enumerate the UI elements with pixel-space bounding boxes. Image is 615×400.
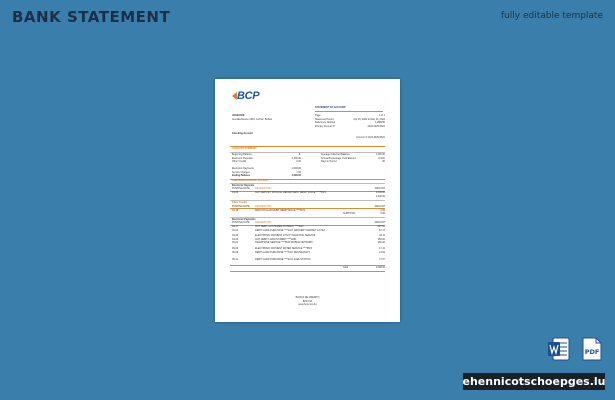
row-date: 04-23: [232, 228, 239, 232]
row-amount: 150.00: [377, 237, 385, 241]
row-amount: 1,300.00: [375, 191, 385, 194]
row-desc: ACH DEPOSIT PAYROLL DEPARTMENT REMITTANCE *****5072: [255, 191, 326, 194]
col-date: POSTING DATE: [232, 187, 250, 190]
row-desc: TELEPHONE SERVICE ****5519 MOBILE NETWORK: [255, 241, 313, 244]
meta-label: Page: [315, 114, 321, 117]
row-desc: ZERO DOLLAR DEBIT REMITTANCE ****5072: [255, 208, 306, 212]
row-amount: 14.91: [379, 250, 385, 254]
meta-value: 1-288236: [374, 121, 385, 124]
summary-value: 1,098.00: [291, 167, 301, 170]
word-file-icon[interactable]: [548, 337, 570, 361]
summary-value: 1,098.00: [291, 174, 301, 177]
summary-label: Electronic Deposits: [232, 156, 253, 160]
account-number: Account # 4123-4029-5821: [356, 136, 385, 139]
row-amount: 160.00: [377, 241, 385, 244]
bank-logo: BCP: [237, 90, 260, 102]
activity-title: CHECKING ACCOUNT ACTIVITY: [232, 178, 269, 182]
summary-label: Other Credits: [232, 160, 247, 163]
total-rule: [230, 271, 385, 272]
row-desc: DEBIT CARD PURCHASE ****4417 RESTAURANT: [255, 250, 310, 254]
summary-label: Beginning Balance: [232, 153, 252, 156]
subtotal-label: SUBTOTAL: [343, 212, 356, 215]
row-date: 05-08: [232, 250, 239, 254]
footer-line: www.bcp.com.bo: [298, 303, 317, 306]
table-rule: [230, 225, 385, 226]
row-desc: DEBIT CARD PURCHASE ****4417 GROCERY MARKET LA PAZ: [255, 228, 325, 232]
row-desc: DEBIT CARD PURCHASE ****4417 FUEL STATION: [255, 258, 311, 261]
summary-value: 1,300.00: [375, 153, 385, 156]
summary-label: Days in Period: [321, 160, 337, 163]
col-desc: DESCRIPTION: [255, 187, 272, 190]
col-date: POSTING DATE: [232, 221, 250, 224]
meta-label: Statement Period: [315, 117, 334, 121]
pdf-file-icon[interactable]: [582, 337, 602, 361]
col-date: POSTING DATE: [232, 204, 250, 208]
row-amount: 0.00: [380, 208, 385, 212]
row-amount: 87.17: [379, 228, 385, 232]
summary-value: 0.00%: [378, 156, 385, 160]
col-desc: DESCRIPTION: [255, 221, 272, 224]
summary-value: $-: [298, 153, 301, 156]
summary-label: Average Collected Balance: [321, 153, 350, 156]
meta-value: 4123-4029-5821: [367, 124, 385, 128]
statement-document: [215, 79, 400, 322]
footer-line: BANCO DE CREDITO: [295, 296, 320, 299]
row-desc: ACH DEBIT CUSTOMER PAYMENT ****3312: [255, 225, 304, 228]
row-date: 05-01: [232, 241, 239, 244]
row-date: 04-17: [232, 225, 239, 228]
meta-label: Primary Account #: [315, 124, 335, 128]
row-amount: 17.14: [379, 247, 385, 250]
summary-label: Annual Percentage Yield Earned: [321, 156, 356, 160]
row-amount: 527.00: [377, 225, 385, 228]
customer-name: JOHN DOE: [232, 114, 245, 117]
col-amount: AMOUNT: [374, 187, 385, 190]
doc-title: STATEMENT OF ACCOUNT: [315, 106, 346, 109]
brand-badge[interactable]: ehennicotschoepges.lu: [462, 375, 606, 388]
row-date: 04-15: [232, 191, 239, 194]
row-date: 05-11: [232, 258, 238, 261]
payments-heading: Electronic Payments: [232, 217, 256, 221]
row-desc: ELECTRONIC PAYMENT WATER SERVICE ****8872: [255, 247, 313, 250]
col-amount: AMOUNT: [374, 204, 385, 208]
deposits-heading: Electronic Deposits: [232, 183, 255, 187]
page-title: BANK STATEMENT: [12, 8, 171, 26]
row-date: 05-04: [232, 247, 239, 250]
footer-line: BOLIVIA: [302, 299, 313, 303]
meta-value: Apr 15, 2024 to May 14, 2024: [353, 117, 385, 121]
total-label: Total: [343, 266, 349, 269]
credits-total: 0.00: [380, 212, 385, 215]
page-subtitle: fully editable template: [500, 11, 603, 21]
summary-value: 1,300.00: [291, 156, 301, 160]
deposits-total: 1,300.00: [375, 194, 385, 198]
row-amount: 64.11: [379, 234, 385, 237]
row-date: 04-29: [232, 237, 239, 241]
credits-heading: Other Credits: [232, 201, 248, 204]
col-desc: DESCRIPTION: [255, 204, 272, 208]
account-type: Checking Account: [232, 132, 253, 135]
summary-value: 30: [382, 160, 385, 163]
meta-value: 1 of 1: [379, 114, 385, 117]
summary-label: Ending Balance: [232, 174, 250, 177]
pdf-label: PDF: [584, 348, 600, 356]
total-rule: [230, 265, 385, 266]
summary-value: 7.00: [296, 170, 301, 174]
summary-label: Service Charges: [232, 170, 250, 174]
row-desc: ELECTRONIC PAYMENT UTILITY ELECTRIC SERVICE: [255, 234, 316, 237]
row-date: 04-26: [232, 234, 239, 237]
row-desc: ACH DEBIT LOAN PAYMENT ****2281: [255, 237, 297, 241]
meta-label: Reference Number: [315, 121, 336, 124]
summary-value: 0.00: [296, 160, 301, 163]
summary-label: Electronic Payments: [232, 167, 254, 170]
summary-title: ACCOUNT SUMMARY: [232, 147, 257, 150]
row-date: 04-18: [232, 208, 239, 212]
payments-total: 1,098.00: [375, 266, 385, 269]
row-amount: 77.67: [379, 258, 385, 261]
col-amount: AMOUNT: [374, 221, 385, 224]
doc-title-rule: [315, 111, 383, 112]
customer-address: Avenida Mexico 2015, La Paz, Bolivia: [232, 118, 272, 121]
